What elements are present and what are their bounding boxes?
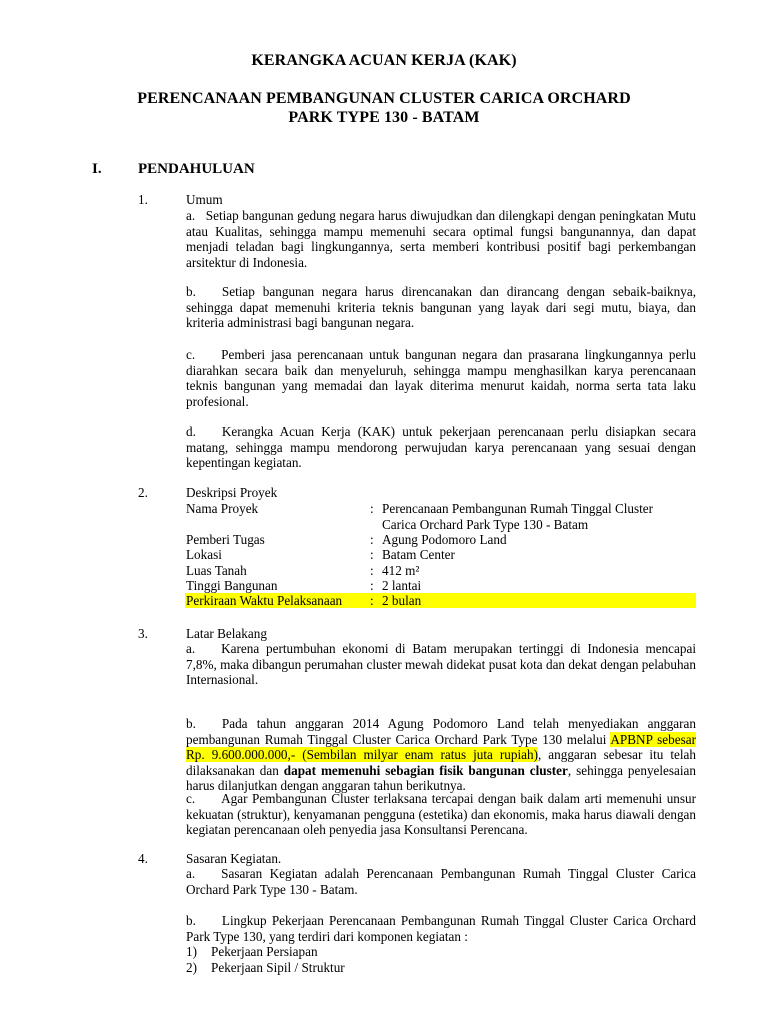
list-number: 2) [186,960,197,975]
document-subtitle-line2: PARK TYPE 130 - BATAM [288,109,480,126]
item-number-deskripsi: 2. [138,485,148,500]
project-field-colon: : [370,532,374,547]
project-field-value-cont: Carica Orchard Park Type 130 - Batam [382,517,589,532]
item-number-umum: 1. [138,192,148,207]
project-field-label: Pemberi Tugas [186,532,265,547]
project-field-colon: : [370,547,374,562]
project-field-value: 412 m² [382,563,420,578]
list-item: Pekerjaan Sipil / Struktur [211,960,345,975]
document-title: KERANGKA ACUAN KERJA (KAK) [251,52,517,69]
bold-phrase: dapat memenuhi sebagian fisik bangunan cluster [283,762,568,778]
list-number: 1) [186,944,197,959]
item-label-umum: Umum [186,192,223,207]
project-field-label: Perkiraan Waktu Pelaksanaan [186,593,343,608]
project-field-label: Nama Proyek [186,501,259,516]
project-field-colon: : [370,593,374,608]
sasaran-paragraph-b: b. Lingkup Pekerjaan Perencanaan Pembangunan Rumah Tinggal Cluster Carica Orchard Park Type 130, yang terdiri dari komponen kegiatan : [186,913,696,944]
item-label-latar: Latar Belakang [186,626,267,641]
item-label-sasaran: Sasaran Kegiatan. [186,851,282,866]
project-field-colon: : [370,501,374,516]
project-field-label: Luas Tanah [186,563,247,578]
umum-paragraph-a: a. Setiap bangunan gedung negara harus diwujudkan dan dilengkapi dengan peningkatan Mutu atau Kualitas, sehingga mampu memenuhi secara optimal fungsi bangunannya, dan dapat menjadi teladan bagi lingkungannya, serta memberi kontribusi positif bagi perkembangan arsitektur di Indonesia. [186,208,696,270]
item-label-deskripsi: Deskripsi Proyek [186,485,278,500]
project-field-label: Lokasi [186,547,222,562]
document-subtitle-line1: PERENCANAAN PEMBANGUNAN CLUSTER CARICA ORCHARD [137,90,631,107]
project-field-value: Batam Center [382,547,455,562]
section-heading: PENDAHULUAN [138,161,255,177]
sasaran-paragraph-a: a. Sasaran Kegiatan adalah Perencanaan Pembangunan Rumah Tinggal Cluster Carica Orchard Park Type 130 - Batam. [186,866,696,897]
project-field-value: Agung Podomoro Land [382,532,507,547]
project-field-label: Tinggi Bangunan [186,578,278,593]
latar-paragraph-b: b. Pada tahun anggaran 2014 Agung Podomoro Land telah menyediakan anggaran pembangunan Rumah Tinggal Cluster Carica Orchard Park Type 130 melalui APBNP sebesar Rp. 9.600.000.000,- (Sembilan milyar enam ratus juta rupiah), anggaran sebesar itu telah dilaksanakan dan dapat memenuhi sebagian fisik bangunan cluster, sehingga penyelesaian harus dilanjutkan dengan anggaran tahun berikutnya. [186,716,697,794]
list-item: Pekerjaan Persiapan [211,944,318,959]
project-field-colon: : [370,578,374,593]
umum-paragraph-b: b. Setiap bangunan negara harus direncanakan dan dirancang dengan sebaik-baiknya, sehingga dapat memenuhi kriteria teknis bangunan yang layak dari segi mutu, biaya, dan kriteria administrasi bagi bangunan negara. [186,284,696,331]
project-field-value: 2 lantai [382,578,422,593]
project-field-colon: : [370,563,374,578]
umum-paragraph-d: d. Kerangka Acuan Kerja (KAK) untuk pekerjaan perencanaan perlu disiapkan secara matang, sehingga mampu mendorong perwujudan karya perencanaan yang sesuai dengan kepentingan kegiatan. [186,424,696,471]
item-number-latar: 3. [138,626,148,641]
section-number: I. [92,161,102,177]
latar-paragraph-c: c. Agar Pembangunan Cluster terlaksana tercapai dengan baik dalam arti memenuhi unsur kekuatan (struktur), kenyamanan pengguna (estetika) dan ekonomis, maka harus diawali dengan kegiatan perencanaan oleh penyedia jasa Konsultansi Perencana. [186,791,696,838]
budget-highlight: APBNP sebesar Rp. 9.600.000.000,- (Sembilan milyar enam ratus juta rupiah) [186,731,696,763]
project-field-value: Perencanaan Pembangunan Rumah Tinggal Cluster [382,501,654,516]
latar-paragraph-a: a. Karena pertumbuhan ekonomi di Batam merupakan tertinggi di Indonesia mencapai 7,8%, maka dibangun perumahan cluster mewah didekat pusat kota dan dekat dengan pelabuhan Internasional. [186,641,696,688]
umum-paragraph-c: c. Pemberi jasa perencanaan untuk bangunan negara dan prasarana lingkungannya perlu diarahkan secara baik dan menyeluruh, sehingga mampu menghasilkan karya perencanaan teknis bangunan yang memadai dan layak diterima menurut kaidah, norma serta tata laku profesional. [186,347,696,409]
item-number-sasaran: 4. [138,851,148,866]
project-field-value: 2 bulan [382,593,422,608]
